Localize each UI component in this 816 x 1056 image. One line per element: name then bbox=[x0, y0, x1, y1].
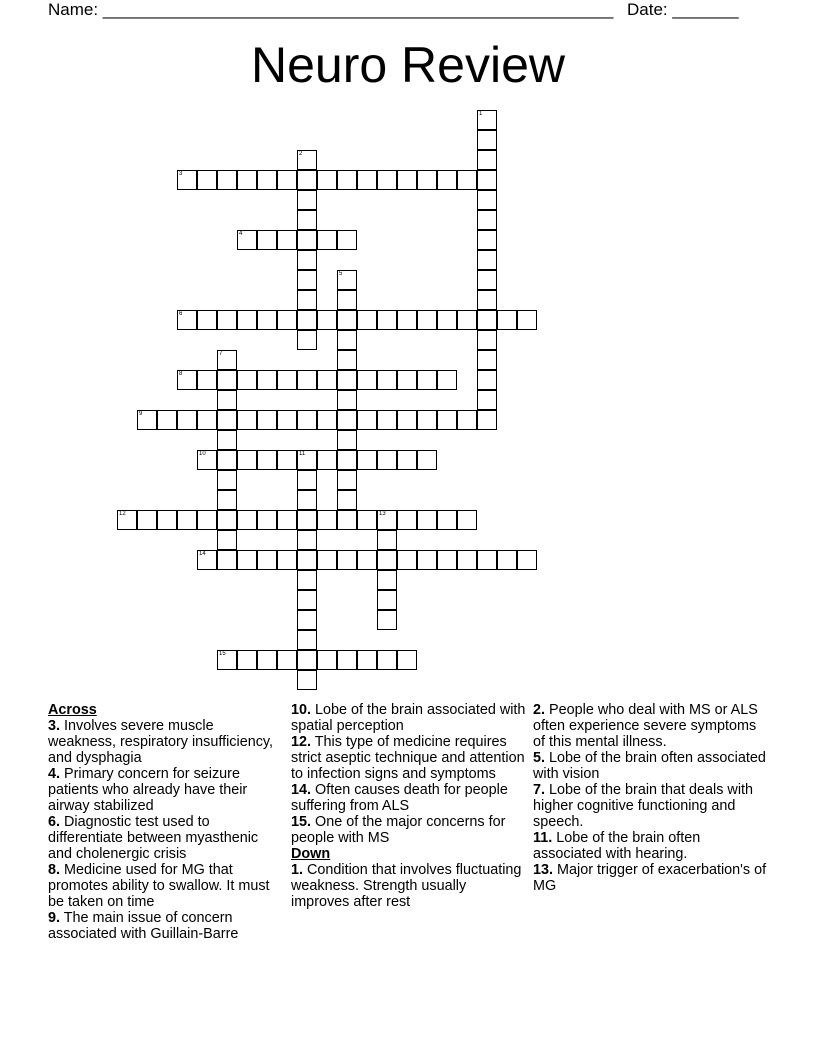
grid-cell[interactable] bbox=[337, 450, 357, 470]
grid-cell[interactable] bbox=[337, 290, 357, 310]
cell-number: 11 bbox=[299, 451, 306, 457]
grid-cell[interactable] bbox=[477, 410, 497, 430]
grid-cell[interactable] bbox=[337, 230, 357, 250]
grid-cell[interactable] bbox=[337, 270, 357, 290]
grid-cell[interactable] bbox=[297, 450, 317, 470]
grid-cell[interactable] bbox=[197, 450, 217, 470]
grid-cell[interactable] bbox=[437, 370, 457, 390]
page-title: Neuro Review bbox=[250, 37, 565, 93]
grid-cell[interactable] bbox=[357, 310, 377, 330]
grid-cell[interactable] bbox=[497, 310, 517, 330]
grid-cell[interactable] bbox=[397, 310, 417, 330]
grid-cell[interactable] bbox=[297, 230, 317, 250]
grid-cell[interactable] bbox=[337, 330, 357, 350]
grid-cell[interactable] bbox=[357, 450, 377, 470]
grid-cell[interactable] bbox=[377, 650, 397, 670]
grid-cell[interactable] bbox=[397, 170, 417, 190]
grid-cell[interactable] bbox=[357, 650, 377, 670]
grid-cell[interactable] bbox=[397, 650, 417, 670]
grid-cell[interactable] bbox=[457, 550, 477, 570]
grid-cell[interactable] bbox=[337, 650, 357, 670]
grid-cell[interactable] bbox=[277, 550, 297, 570]
grid-cell[interactable] bbox=[297, 370, 317, 390]
grid-cell[interactable] bbox=[417, 310, 437, 330]
clue-across-14: 14. Often causes death for people suffering from ALS bbox=[291, 782, 508, 814]
grid-cell[interactable] bbox=[217, 350, 237, 370]
cell-number: 15 bbox=[219, 651, 226, 657]
grid-cell[interactable] bbox=[257, 170, 277, 190]
cell-number: 5 bbox=[339, 271, 343, 277]
grid-cell[interactable] bbox=[297, 570, 317, 590]
grid-cell[interactable] bbox=[337, 390, 357, 410]
grid-cell[interactable] bbox=[117, 510, 137, 530]
grid-cell[interactable] bbox=[317, 450, 337, 470]
grid-cell[interactable] bbox=[477, 110, 497, 130]
grid-cell[interactable] bbox=[217, 650, 237, 670]
grid-cell[interactable] bbox=[277, 170, 297, 190]
grid-cell[interactable] bbox=[257, 550, 277, 570]
clue-down-2: 2. People who deal with MS or ALS often experience severe symptoms of this mental illness. bbox=[533, 702, 758, 750]
grid-cell[interactable] bbox=[377, 530, 397, 550]
grid-cell[interactable] bbox=[257, 310, 277, 330]
grid-cell[interactable] bbox=[217, 430, 237, 450]
clue-down-13: 13. Major trigger of exacerbation's of MG bbox=[533, 862, 767, 894]
grid-cell[interactable] bbox=[177, 410, 197, 430]
grid-cell[interactable] bbox=[477, 370, 497, 390]
grid-cell[interactable] bbox=[217, 490, 237, 510]
grid-cell[interactable] bbox=[497, 550, 517, 570]
grid-cell[interactable] bbox=[317, 650, 337, 670]
clue-across-3: 3. Involves severe muscle weakness, respiratory insufficiency, and dysphagia bbox=[48, 718, 274, 766]
grid-cell[interactable] bbox=[297, 330, 317, 350]
grid-cell[interactable] bbox=[237, 550, 257, 570]
grid-cell[interactable] bbox=[317, 170, 337, 190]
grid-cell[interactable] bbox=[217, 470, 237, 490]
grid-cell[interactable] bbox=[477, 150, 497, 170]
grid-cell[interactable] bbox=[337, 370, 357, 390]
grid-cell[interactable] bbox=[217, 170, 237, 190]
grid-cell[interactable] bbox=[437, 170, 457, 190]
grid-cell[interactable] bbox=[237, 410, 257, 430]
grid-cell[interactable] bbox=[377, 550, 397, 570]
cell-number: 8 bbox=[179, 371, 183, 377]
grid-cell[interactable] bbox=[337, 430, 357, 450]
clue-down-7: 7. Lobe of the brain that deals with higher cognitive functioning and speech. bbox=[533, 782, 754, 830]
grid-cell[interactable] bbox=[297, 170, 317, 190]
grid-cell[interactable] bbox=[437, 550, 457, 570]
grid-cell[interactable] bbox=[437, 410, 457, 430]
grid-cell[interactable] bbox=[217, 370, 237, 390]
grid-cell[interactable] bbox=[477, 170, 497, 190]
clue-down-1: 1. Condition that involves fluctuating weakness. Strength usually improves after rest bbox=[291, 862, 522, 910]
grid-cell[interactable] bbox=[277, 410, 297, 430]
cell-number: 1 bbox=[479, 111, 483, 117]
grid-cell[interactable] bbox=[157, 510, 177, 530]
grid-cell[interactable] bbox=[437, 510, 457, 530]
clue-down-5: 5. Lobe of the brain often associated with vision bbox=[533, 750, 766, 782]
grid-cell[interactable] bbox=[317, 230, 337, 250]
grid-cell[interactable] bbox=[297, 470, 317, 490]
grid-cell[interactable] bbox=[417, 510, 437, 530]
cell-number: 7 bbox=[219, 351, 223, 357]
grid-cell[interactable] bbox=[477, 250, 497, 270]
grid-cell[interactable] bbox=[317, 370, 337, 390]
grid-cell[interactable] bbox=[377, 450, 397, 470]
grid-cell[interactable] bbox=[137, 510, 157, 530]
grid-cell[interactable] bbox=[177, 510, 197, 530]
grid-cell[interactable] bbox=[297, 510, 317, 530]
grid-cell[interactable] bbox=[277, 310, 297, 330]
grid-cell[interactable] bbox=[297, 310, 317, 330]
grid-cell[interactable] bbox=[377, 510, 397, 530]
grid-cell[interactable] bbox=[317, 410, 337, 430]
grid-cell[interactable] bbox=[477, 290, 497, 310]
grid-cell[interactable] bbox=[277, 230, 297, 250]
grid-cell[interactable] bbox=[237, 650, 257, 670]
grid-cell[interactable] bbox=[337, 170, 357, 190]
grid-cell[interactable] bbox=[297, 630, 317, 650]
grid-cell[interactable] bbox=[237, 510, 257, 530]
grid-cell[interactable] bbox=[377, 310, 397, 330]
clues-column-2 bbox=[291, 702, 527, 910]
grid-cell[interactable] bbox=[317, 510, 337, 530]
grid-cell[interactable] bbox=[177, 310, 197, 330]
grid-cell[interactable] bbox=[297, 610, 317, 630]
grid-cell[interactable] bbox=[377, 570, 397, 590]
grid-cell[interactable] bbox=[277, 450, 297, 470]
grid-cell[interactable] bbox=[397, 410, 417, 430]
grid-cell[interactable] bbox=[357, 550, 377, 570]
grid-cell[interactable] bbox=[477, 330, 497, 350]
grid-cell[interactable] bbox=[357, 510, 377, 530]
grid-cell[interactable] bbox=[477, 390, 497, 410]
date-field-label: Date: _______ bbox=[627, 0, 739, 19]
cell-number: 4 bbox=[239, 231, 243, 237]
grid-cell[interactable] bbox=[337, 310, 357, 330]
grid-cell[interactable] bbox=[337, 410, 357, 430]
grid-cell[interactable] bbox=[417, 550, 437, 570]
clue-across-9: 9. The main issue of concern associated with Guillain-Barre bbox=[48, 910, 239, 942]
grid-cell[interactable] bbox=[477, 350, 497, 370]
grid-cell[interactable] bbox=[217, 530, 237, 550]
grid-cell[interactable] bbox=[377, 370, 397, 390]
grid-cell[interactable] bbox=[297, 250, 317, 270]
grid-cell[interactable] bbox=[397, 550, 417, 570]
clue-across-12: 12. This type of medicine requires strict aseptic technique and attention to infection signs and symptoms bbox=[291, 734, 525, 782]
grid-cell[interactable] bbox=[157, 410, 177, 430]
grid-cell[interactable] bbox=[477, 230, 497, 250]
grid-cell[interactable] bbox=[257, 650, 277, 670]
grid-cell[interactable] bbox=[417, 450, 437, 470]
cell-number: 14 bbox=[199, 551, 206, 557]
grid-cell[interactable] bbox=[297, 650, 317, 670]
down-heading: Down bbox=[291, 846, 331, 862]
grid-cell[interactable] bbox=[337, 350, 357, 370]
grid-cell[interactable] bbox=[297, 490, 317, 510]
grid-cell[interactable] bbox=[237, 170, 257, 190]
grid-cell[interactable] bbox=[217, 390, 237, 410]
grid-cell[interactable] bbox=[517, 310, 537, 330]
grid-cell[interactable] bbox=[357, 170, 377, 190]
grid-cell[interactable] bbox=[397, 370, 417, 390]
grid-cell[interactable] bbox=[457, 310, 477, 330]
grid-cell[interactable] bbox=[297, 410, 317, 430]
grid-cell[interactable] bbox=[377, 170, 397, 190]
grid-cell[interactable] bbox=[357, 370, 377, 390]
grid-cell[interactable] bbox=[417, 370, 437, 390]
grid-cell[interactable] bbox=[397, 510, 417, 530]
grid-cell[interactable] bbox=[377, 410, 397, 430]
grid-cell[interactable] bbox=[297, 270, 317, 290]
name-field-label: Name: ______________________________________________________ bbox=[48, 0, 614, 19]
grid-cell[interactable] bbox=[217, 550, 237, 570]
grid-cell[interactable] bbox=[197, 550, 217, 570]
grid-cell[interactable] bbox=[277, 510, 297, 530]
grid-cell[interactable] bbox=[177, 370, 197, 390]
cell-number: 12 bbox=[119, 511, 126, 517]
clue-across-6: 6. Diagnostic test used to differentiate between myasthenic and cholenergic crisis bbox=[48, 814, 259, 862]
grid-cell[interactable] bbox=[257, 410, 277, 430]
grid-cell[interactable] bbox=[217, 310, 237, 330]
grid-cell[interactable] bbox=[477, 210, 497, 230]
across-heading: Across bbox=[48, 702, 97, 718]
grid-cell[interactable] bbox=[517, 550, 537, 570]
grid-cell[interactable] bbox=[197, 170, 217, 190]
grid-cell[interactable] bbox=[237, 450, 257, 470]
grid-cell[interactable] bbox=[257, 510, 277, 530]
grid-cell[interactable] bbox=[297, 210, 317, 230]
grid-cell[interactable] bbox=[217, 410, 237, 430]
grid-cell[interactable] bbox=[137, 410, 157, 430]
grid-cell[interactable] bbox=[217, 510, 237, 530]
grid-cell[interactable] bbox=[297, 150, 317, 170]
clues-column-3 bbox=[533, 702, 769, 894]
grid-cell[interactable] bbox=[317, 310, 337, 330]
grid-cell[interactable] bbox=[437, 310, 457, 330]
grid-cell[interactable] bbox=[397, 450, 417, 470]
grid-cell[interactable] bbox=[377, 610, 397, 630]
grid-cell[interactable] bbox=[257, 370, 277, 390]
grid-cell[interactable] bbox=[237, 370, 257, 390]
grid-cell[interactable] bbox=[337, 550, 357, 570]
grid-cell[interactable] bbox=[417, 410, 437, 430]
grid-cell[interactable] bbox=[477, 190, 497, 210]
grid-cell[interactable] bbox=[477, 270, 497, 290]
grid-cell[interactable] bbox=[297, 670, 317, 690]
clue-across-15: 15. One of the major concerns for people with MS bbox=[291, 814, 506, 846]
grid-cell[interactable] bbox=[197, 510, 217, 530]
grid-cell[interactable] bbox=[477, 310, 497, 330]
cell-number: 3 bbox=[179, 171, 183, 177]
grid-cell[interactable] bbox=[357, 410, 377, 430]
grid-cell[interactable] bbox=[277, 370, 297, 390]
grid-cell[interactable] bbox=[297, 550, 317, 570]
grid-cell[interactable] bbox=[457, 170, 477, 190]
grid-cell[interactable] bbox=[277, 650, 297, 670]
cell-number: 10 bbox=[199, 451, 206, 457]
grid-cell[interactable] bbox=[457, 410, 477, 430]
grid-cell[interactable] bbox=[197, 410, 217, 430]
grid-cell[interactable] bbox=[197, 310, 217, 330]
grid-cell[interactable] bbox=[477, 550, 497, 570]
grid-cell[interactable] bbox=[257, 450, 277, 470]
grid-cell[interactable] bbox=[457, 510, 477, 530]
cell-number: 13 bbox=[379, 511, 386, 517]
grid-cell[interactable] bbox=[317, 550, 337, 570]
cell-number: 6 bbox=[179, 311, 183, 317]
grid-cell[interactable] bbox=[297, 530, 317, 550]
grid-cell[interactable] bbox=[217, 450, 237, 470]
clue-across-8: 8. Medicine used for MG that promotes ability to swallow. It must be taken on time bbox=[48, 862, 270, 910]
grid-cell[interactable] bbox=[237, 230, 257, 250]
grid-cell[interactable] bbox=[297, 190, 317, 210]
grid-cell[interactable] bbox=[257, 230, 277, 250]
cell-number: 9 bbox=[139, 411, 143, 417]
clue-across-4: 4. Primary concern for seizure patients who already have their airway stabilized bbox=[48, 766, 248, 814]
grid-cell[interactable] bbox=[197, 370, 217, 390]
clue-across-10: 10. Lobe of the brain associated with spatial perception bbox=[291, 702, 526, 734]
clue-down-11: 11. Lobe of the brain often associated with hearing. bbox=[533, 830, 701, 862]
clues-column-1 bbox=[48, 702, 284, 942]
grid-cell[interactable] bbox=[297, 590, 317, 610]
grid-cell[interactable] bbox=[337, 510, 357, 530]
grid-cell[interactable] bbox=[337, 490, 357, 510]
grid-cell[interactable] bbox=[477, 130, 497, 150]
grid-cell[interactable] bbox=[377, 590, 397, 610]
grid-cell[interactable] bbox=[237, 310, 257, 330]
grid-cell[interactable] bbox=[417, 170, 437, 190]
grid-cell[interactable] bbox=[177, 170, 197, 190]
cell-number: 2 bbox=[299, 151, 303, 157]
grid-cell[interactable] bbox=[337, 470, 357, 490]
grid-cell[interactable] bbox=[297, 290, 317, 310]
